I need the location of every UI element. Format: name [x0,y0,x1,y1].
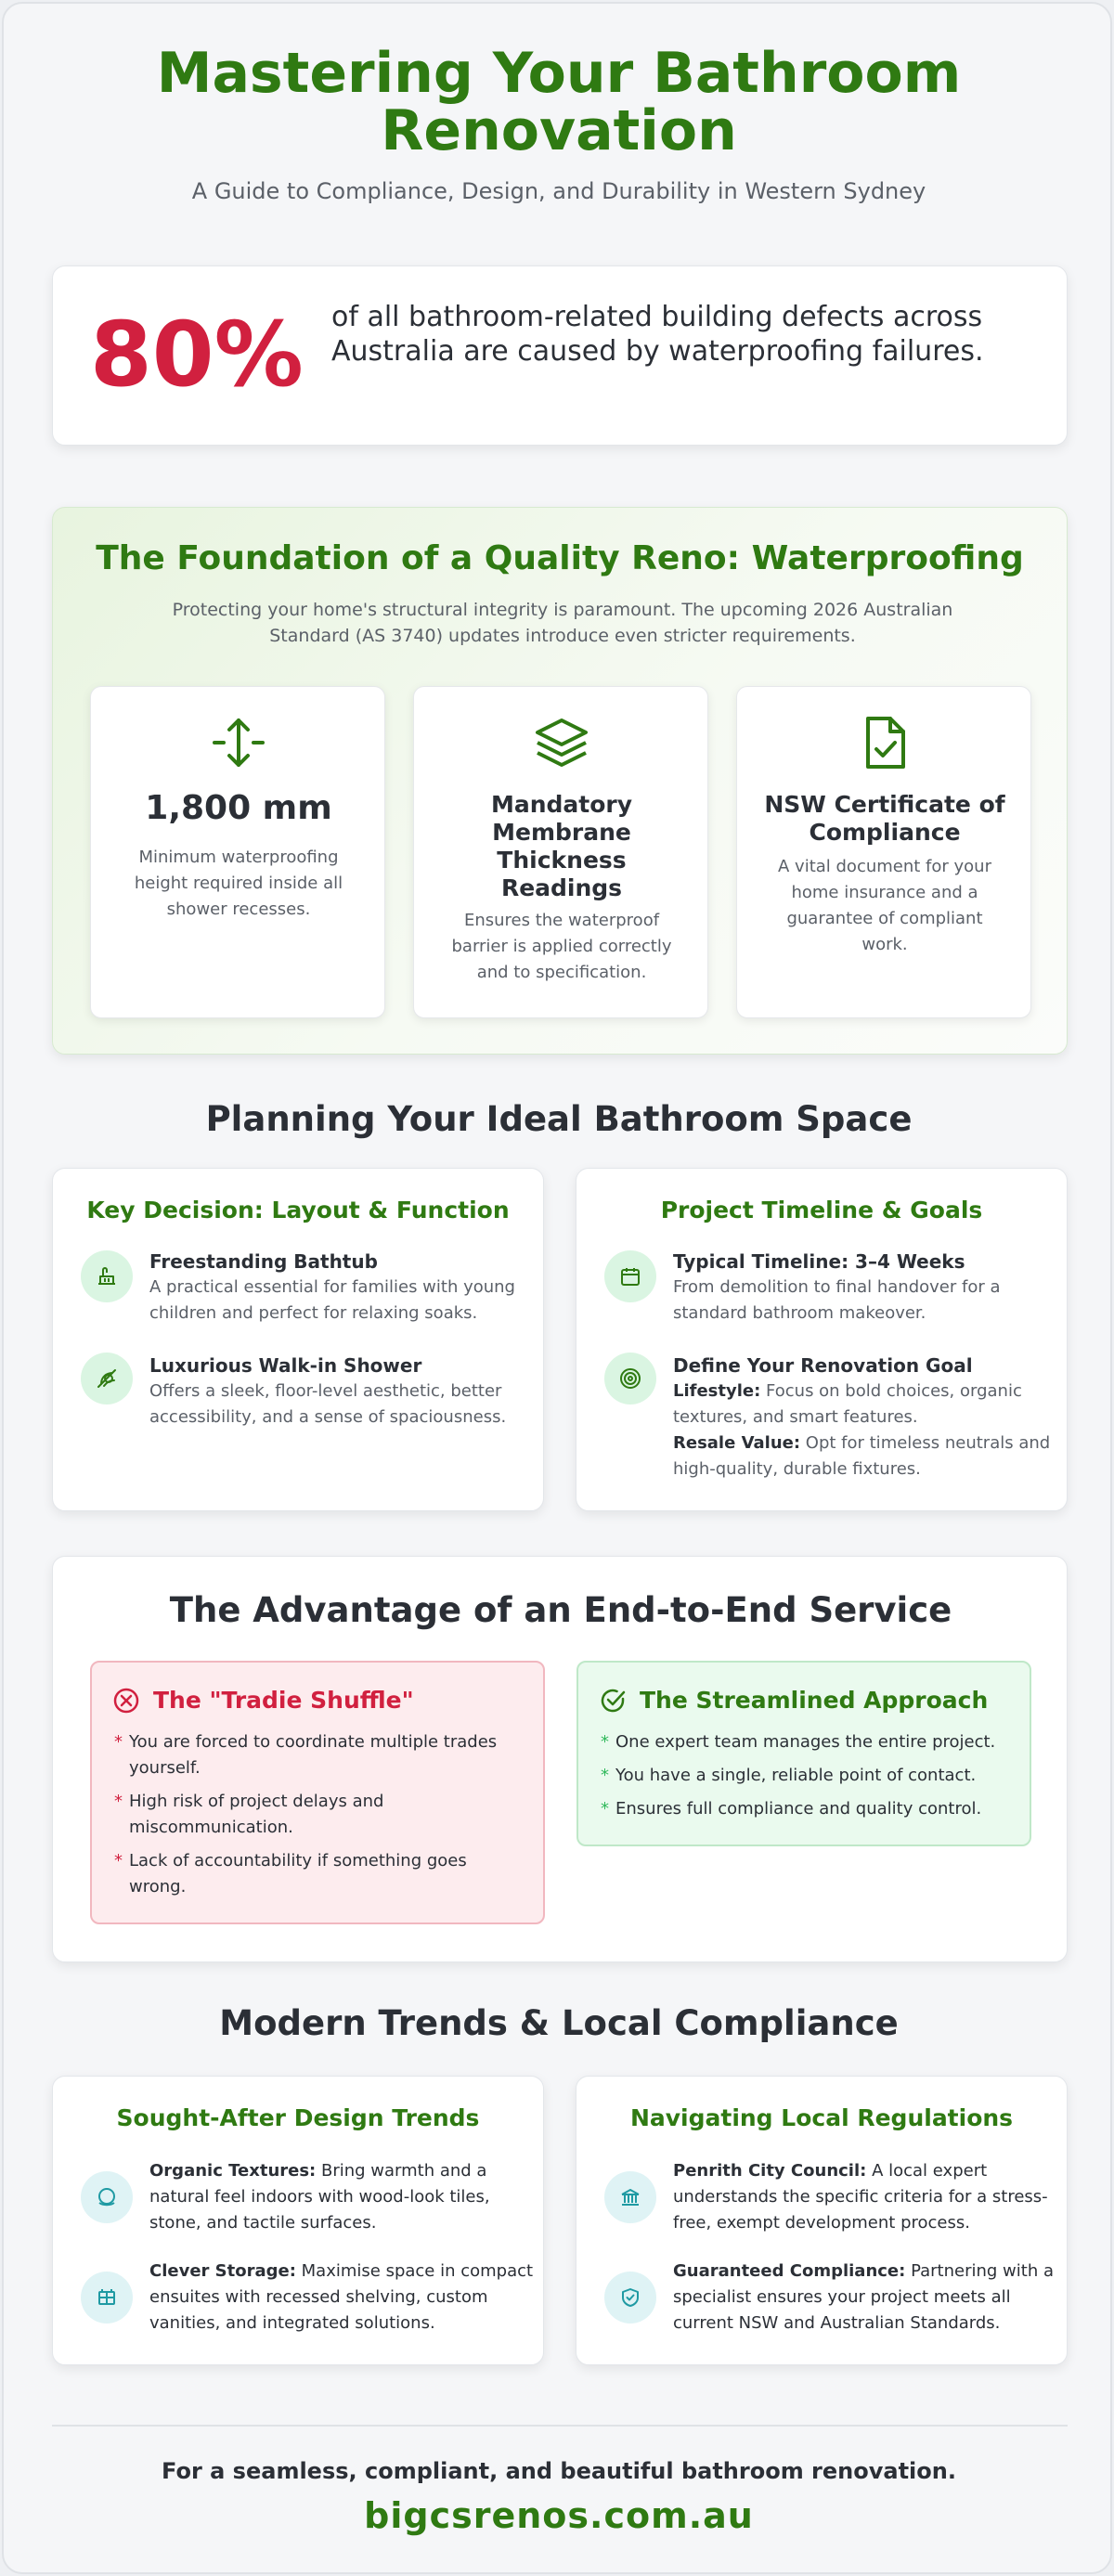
item-title: Typical Timeline: 3–4 Weeks [673,1250,965,1273]
regulation-label: Guaranteed Compliance: [673,2261,906,2281]
goal-lifestyle-text: Focus on bold choices, organic textures, and smart features. [673,1381,1022,1427]
icon-badge [604,1353,656,1405]
icon-badge [81,2272,133,2324]
check-circle-icon [599,1687,627,1715]
footer-website-link[interactable]: bigcsrenos.com.au [364,2495,754,2536]
bullet-dot: * [601,1799,609,1819]
tradie-shuffle-box [90,1661,545,1924]
icon-badge [604,2171,656,2223]
item-desc: A practical essential for families with young children and perfect for relaxing soaks. [149,1277,515,1323]
arrow-up-down-icon [211,715,266,770]
regulation-compliance [673,2259,1063,2337]
footer-tagline: For a seamless, compliant, and beautiful bathroom renovation. [162,2458,956,2484]
goal-lifestyle [673,1379,1063,1430]
list-item [601,1796,1018,1822]
target-icon [619,1367,641,1390]
icon-badge [604,2272,656,2324]
list-item-text: You have a single, reliable point of contact. [615,1766,977,1785]
card-title: Sought-After Design Trends [116,2104,480,2131]
card-title: Project Timeline & Goals [660,1197,983,1223]
regulation-text: A local expert understands the specific criteria for a stress-free, exempt development process. [673,2161,1048,2233]
list-item [114,1789,513,1841]
trend-storage [149,2259,539,2337]
item-title: Freestanding Bathtub [149,1250,378,1273]
title-line-2: Renovation [381,98,737,163]
goal-resale-text: Opt for timeless neutrals and high-quality, durable fixtures. [673,1433,1051,1479]
feature-desc: Minimum waterproofing height required inside all shower recesses. [134,848,343,919]
list-item-text: High risk of project delays and miscommunication. [129,1792,384,1837]
feature-card-height [90,686,385,1018]
design-trends-card [52,2076,544,2365]
calendar-icon [619,1265,641,1288]
local-regulations-card [576,2076,1068,2365]
trend-label: Organic Textures: [149,2161,317,2181]
icon-badge [81,2171,133,2223]
item-title: Define Your Renovation Goal [673,1354,973,1377]
feature-card-certificate [736,686,1031,1018]
footer-divider [52,2425,1068,2427]
bathtub-icon [96,1265,118,1288]
goal-resale [673,1430,1063,1482]
council-building-icon [619,2186,641,2208]
list-item [601,1763,1018,1789]
trend-label: Clever Storage: [149,2261,296,2281]
x-circle-icon [112,1687,140,1715]
goal-resale-label: Resale Value: [673,1433,801,1453]
waterproofing-section [52,507,1068,1055]
list-item-text: You are forced to coordinate multiple trades yourself. [129,1732,498,1778]
regulation-text: Partnering with a specialist ensures your project meets all current NSW and Australian Standards. [673,2261,1054,2333]
bullet-dot: * [601,1732,609,1752]
feature-title: Mandatory Membrane Thickness Readings [490,791,633,901]
title-line-1: Mastering Your Bathroom [156,41,962,106]
list-item [114,1848,513,1900]
feature-title: 1,800 mm [145,789,332,827]
feature-card-membrane [413,686,708,1018]
item-desc: Offers a sleek, floor-level aesthetic, better accessibility, and a sense of spaciousness. [149,1381,507,1427]
feature-title: NSW Certificate of Compliance [764,791,1005,846]
tradie-shuffle-title: The "Tradie Shuffle" [153,1687,414,1714]
feature-desc: A vital document for your home insurance and a guarantee of compliant work. [778,857,991,954]
regulation-council [673,2158,1063,2236]
storage-icon [96,2286,118,2309]
stat-text: of all bathroom-related building defects across Australia are caused by waterproofing failures. [331,301,984,368]
list-item [601,1729,1018,1755]
trend-text: Bring warmth and a natural feel indoors with wood-look tiles, stone, and tactile surfaces. [149,2161,490,2233]
icon-badge [81,1353,133,1405]
list-item [114,1729,513,1781]
item-title: Luxurious Walk-in Shower [149,1354,422,1377]
bullet-dot: * [114,1732,123,1752]
page-subtitle: A Guide to Compliance, Design, and Durability in Western Sydney [191,178,926,204]
waterproofing-subtitle: Protecting your home's structural integrity is paramount. The upcoming 2026 Australian Standard (AS 3740) updates introduce even stricter requirements. [172,600,953,646]
item-desc: From demolition to final handover for a standard bathroom makeover. [673,1277,1001,1323]
list-item-text: Ensures full compliance and quality control. [615,1799,982,1819]
feature-desc: Ensures the waterproof barrier is applied correctly and to specification. [451,911,672,982]
bullet-dot: * [601,1766,609,1785]
document-check-icon [857,715,913,770]
timeline-goals-card [576,1168,1068,1511]
icon-badge [604,1250,656,1302]
card-title: Key Decision: Layout & Function [86,1197,510,1223]
stat-value: 80% [90,303,304,407]
page-title [4,41,1114,163]
layers-icon [534,715,589,770]
advantage-title: The Advantage of an End-to-End Service [169,1590,952,1630]
planning-title: Planning Your Ideal Bathroom Space [205,1099,913,1139]
streamlined-box [576,1661,1031,1846]
shower-icon [96,1367,118,1390]
streamlined-title: The Streamlined Approach [640,1687,989,1714]
shield-check-icon [619,2286,641,2309]
stat-card [52,265,1068,446]
icon-badge [81,1250,133,1302]
list-item-text: Lack of accountability if something goes wrong. [129,1851,467,1896]
trend-organic [149,2158,539,2236]
goal-lifestyle-label: Lifestyle: [673,1381,761,1401]
card-title: Navigating Local Regulations [629,2104,1014,2131]
waterproofing-title: The Foundation of a Quality Reno: Waterproofing [96,539,1024,577]
advantage-card [52,1556,1068,1962]
layout-function-card [52,1168,544,1511]
bullet-dot: * [114,1851,123,1871]
organic-texture-icon [96,2186,118,2208]
regulation-label: Penrith City Council: [673,2161,867,2181]
infographic-page [2,2,1112,2574]
bullet-dot: * [114,1792,123,1811]
trend-text: Maximise space in compact ensuites with recessed shelving, custom vanities, and integrated solutions. [149,2261,534,2333]
list-item-text: One expert team manages the entire project. [615,1732,996,1752]
trends-title: Modern Trends & Local Compliance [219,2003,899,2043]
